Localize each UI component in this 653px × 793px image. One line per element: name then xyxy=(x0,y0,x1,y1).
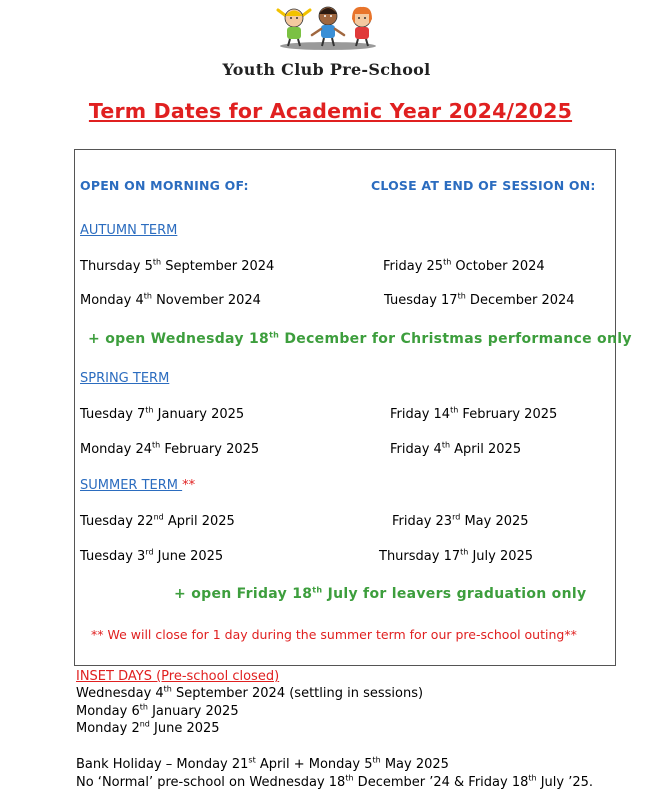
spring-open-1: Tuesday 7th January 2025 xyxy=(80,405,245,422)
autumn-close-2: Tuesday 17th December 2024 xyxy=(384,291,575,308)
inset-days-heading: INSET DAYS (Pre-school closed) xyxy=(76,669,280,684)
spring-open-2: Monday 24th February 2025 xyxy=(80,440,260,457)
autumn-open-1: Thursday 5th September 2024 xyxy=(80,257,275,274)
close-column-header: CLOSE AT END OF SESSION ON: xyxy=(371,178,596,193)
summer-term-heading: SUMMER TERM ** xyxy=(80,478,196,493)
inset-day-2: Monday 6th January 2025 xyxy=(76,702,239,719)
no-normal-session-note: No ‘Normal’ pre-school on Wednesday 18th December ’24 & Friday 18th July ’25. xyxy=(76,773,594,790)
christmas-performance-note: + open Wednesday 18th December for Christmas performance only xyxy=(88,330,632,347)
graduation-note: + open Friday 18th July for leavers graduation only xyxy=(174,585,587,602)
autumn-open-2: Monday 4th November 2024 xyxy=(80,291,261,308)
preschool-logo xyxy=(268,2,388,52)
summer-close-2: Thursday 17th July 2025 xyxy=(379,547,534,564)
autumn-close-1: Friday 25th October 2024 xyxy=(383,257,545,274)
open-column-header: OPEN ON MORNING OF: xyxy=(80,178,249,193)
spring-term-heading: SPRING TERM xyxy=(80,371,170,386)
summer-open-1: Tuesday 22nd April 2025 xyxy=(80,512,235,529)
bank-holiday-note: Bank Holiday – Monday 21st April + Monday 5th May 2025 xyxy=(76,755,449,772)
spring-close-1: Friday 14th February 2025 xyxy=(390,405,558,422)
autumn-term-heading: AUTUMN TERM xyxy=(80,223,178,238)
brand-name: Youth Club Pre-School xyxy=(222,60,431,79)
inset-day-1: Wednesday 4th September 2024 (settling in sessions) xyxy=(76,684,424,701)
term-dates-box xyxy=(74,149,632,666)
inset-day-3: Monday 2nd June 2025 xyxy=(76,719,220,736)
summer-close-1: Friday 23rd May 2025 xyxy=(392,512,529,529)
page-title: Term Dates for Academic Year 2024/2025 xyxy=(88,99,573,123)
summer-outing-note: ** We will close for 1 day during the summer term for our pre-school outing** xyxy=(91,627,577,642)
spring-close-2: Friday 4th April 2025 xyxy=(390,440,522,457)
summer-open-2: Tuesday 3rd June 2025 xyxy=(80,547,224,564)
